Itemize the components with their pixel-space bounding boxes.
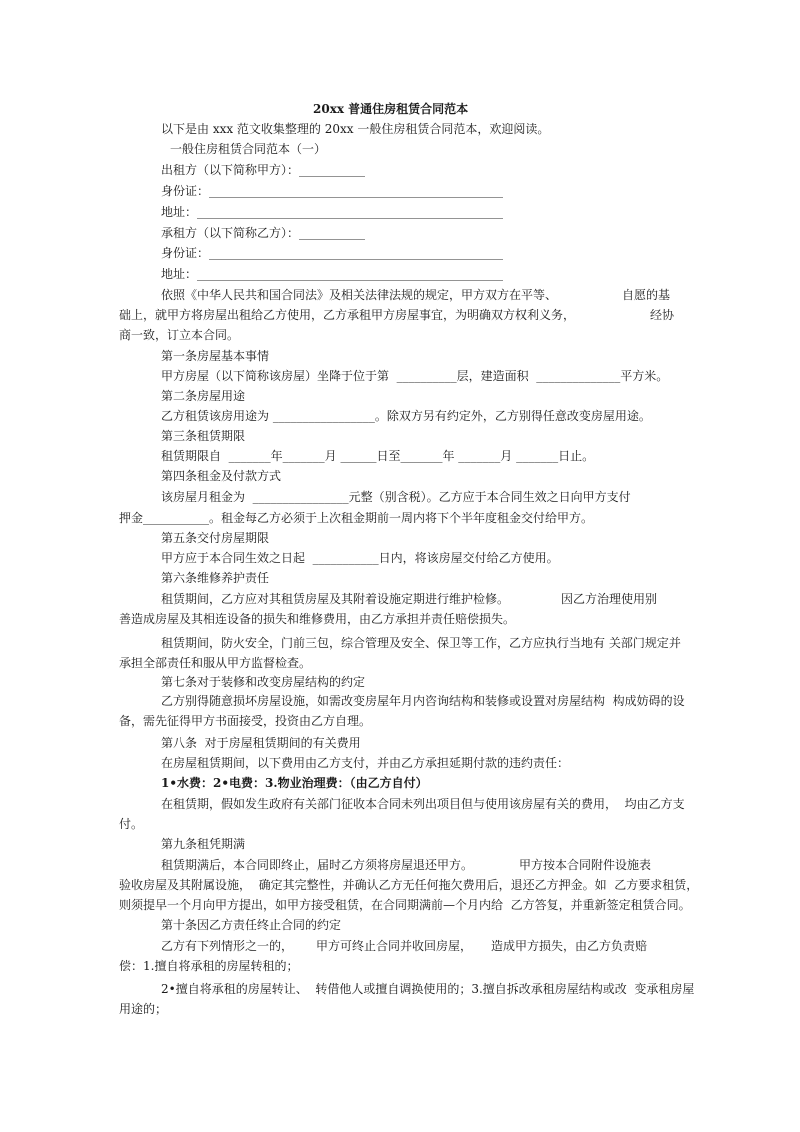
- article-8-body-2: 1•水费：2•电费：3.物业治理费：（由乙方自付）: [161, 776, 428, 790]
- article-2-body: 乙方租赁该房用途为 _________________。除双方另有约定外，乙方别得任意改变房屋用途。: [161, 409, 651, 423]
- basis-line-2b: 经协: [650, 308, 675, 322]
- article-9-body-3: 则须提早一个月向甲方提出，如甲方接受租赁，在合同期满前—个月内给 乙方答复，并重新签定租赁合同。: [119, 898, 691, 912]
- article-5-title: 第五条交付房屋期限: [161, 531, 270, 545]
- article-4-body-1: 该房屋月租金为 ________________元整（别含税）。乙方应于本合同生效之日向甲方支付: [161, 490, 631, 504]
- article-8-body-4: 付。: [119, 817, 144, 831]
- article-6-body-1a: 租赁期间，乙方应对其租赁房屋及其附着设施定期进行维护检修。: [161, 592, 510, 606]
- intro-paragraph: 以下是由 xxx 范文收集整理的 20xx 一般住房租赁合同范本，欢迎阅读。: [161, 122, 550, 136]
- article-6-body-1b: 因乙方治理使用别: [561, 592, 658, 606]
- lessee-field: 承租方（以下简称乙方）：___________: [161, 226, 366, 240]
- article-10-body-2: 偿：1.擅自将承租的房屋转租的；: [119, 959, 299, 973]
- lessor-field: 出租方（以下简称甲方）：___________: [161, 163, 366, 177]
- article-10-body-1c: 造成甲方损失，由乙方负责赔: [491, 939, 648, 953]
- article-5-body: 甲方应于本合同生效之日起 ___________日内，将该房屋交付给乙方使用。: [161, 551, 559, 565]
- article-7-title: 第七条对于装修和改变房屋结构的约定: [161, 675, 366, 689]
- article-6-title: 第六条维修养护责任: [161, 571, 270, 585]
- article-9-body-1b: 甲方按本合同附件设施表: [519, 858, 652, 872]
- basis-line-1a: 依照《中华人民共和国合同法》及相关法律法规的规定，甲方双方在平等、: [161, 288, 558, 302]
- lessor-id-field: 身份证：_________________________________________________: [161, 184, 504, 198]
- article-1-body: 甲方房屋（以下简称该房屋）坐降于位于第 __________层，建造面积 ______________平方米。: [161, 369, 669, 383]
- article-10-body-1b: 甲方可终止合同并收回房屋，: [316, 939, 473, 953]
- article-10-body-1a: 乙方有下列情形之一的，: [161, 939, 294, 953]
- subtitle: 一般住房租赁合同范本（一）: [170, 142, 327, 156]
- article-9-body-1a: 租赁期满后，本合同即终止，届时乙方须将房屋退还甲方。: [161, 858, 474, 872]
- article-3-body: 租赁期限自 _______年_______月 ______日至_______年 _______月 _______日止。: [161, 449, 595, 463]
- lessee-address-field: 地址：___________________________________________________: [161, 267, 504, 281]
- basis-line-1b: 自愿的基: [622, 288, 671, 302]
- article-7-body-1: 乙方别得随意损坏房屋设施，如需改变房屋年月内咨询结构和装修或设置对房屋结构 构成妨碍的设: [161, 694, 685, 708]
- basis-line-2a: 础上，就甲方将房屋出租给乙方使用，乙方承租甲方房屋事宜，为明确双方权利义务，: [119, 308, 576, 322]
- article-9-body-2: 验收房屋及其附属设施， 确定其完整性，并确认乙方无任何拖欠费用后，退还乙方押金。如 乙方要求租赁，: [119, 878, 699, 892]
- article-6-body-2: 善造成房屋及其相连设备的损失和维修费用，由乙方承担并责任赔偿损失。: [119, 612, 516, 626]
- lessee-id-field: 身份证：_________________________________________________: [161, 246, 504, 260]
- article-6-body-3: 租赁期间，防火安全，门前三包，综合管理及安全、保卫等工作，乙方应执行当地有 关部门规定并: [161, 636, 681, 650]
- article-9-title: 第九条租凭期满: [161, 837, 246, 851]
- article-10-body-4: 用途的；: [119, 1002, 168, 1016]
- basis-line-3: 商一致，订立本合同。: [119, 328, 240, 342]
- article-10-body-3: 2•擅自将承租的房屋转让、 转借他人或擅自调换使用的；3.擅自拆改承租房屋结构或改 变承租房屋: [161, 982, 695, 996]
- lessor-address-field: 地址：___________________________________________________: [161, 205, 504, 219]
- article-7-body-2: 备，需先征得甲方书面接受，投资由乙方自理。: [119, 714, 372, 728]
- article-8-body-3: 在租赁期，假如发生政府有关部门征收本合同未列出项目但与使用该房屋有关的费用， 均由乙方支: [161, 797, 685, 811]
- article-1-title: 第一条房屋基本事情: [161, 349, 270, 363]
- article-10-title: 第十条因乙方责任终止合同的约定: [161, 918, 342, 932]
- article-8-title: 第八条 对于房屋租赁期间的有关费用: [161, 736, 361, 750]
- article-6-body-4: 承担全部责任和服从甲方监督检查。: [119, 656, 312, 670]
- article-2-title: 第二条房屋用途: [161, 389, 246, 403]
- article-3-title: 第三条租赁期限: [161, 429, 246, 443]
- article-4-body-2: 押金___________。租金每乙方必须于上次租金期前一周内将下个半年度租金交付给甲方。: [119, 511, 594, 525]
- article-4-title: 第四条租金及付款方式: [161, 469, 282, 483]
- doc-title: 20xx 普通住房租赁合同范本: [313, 102, 469, 116]
- article-8-body-1: 在房屋租赁期间，以下费用由乙方支付，并由乙方承担延期付款的违约责任：: [161, 756, 570, 770]
